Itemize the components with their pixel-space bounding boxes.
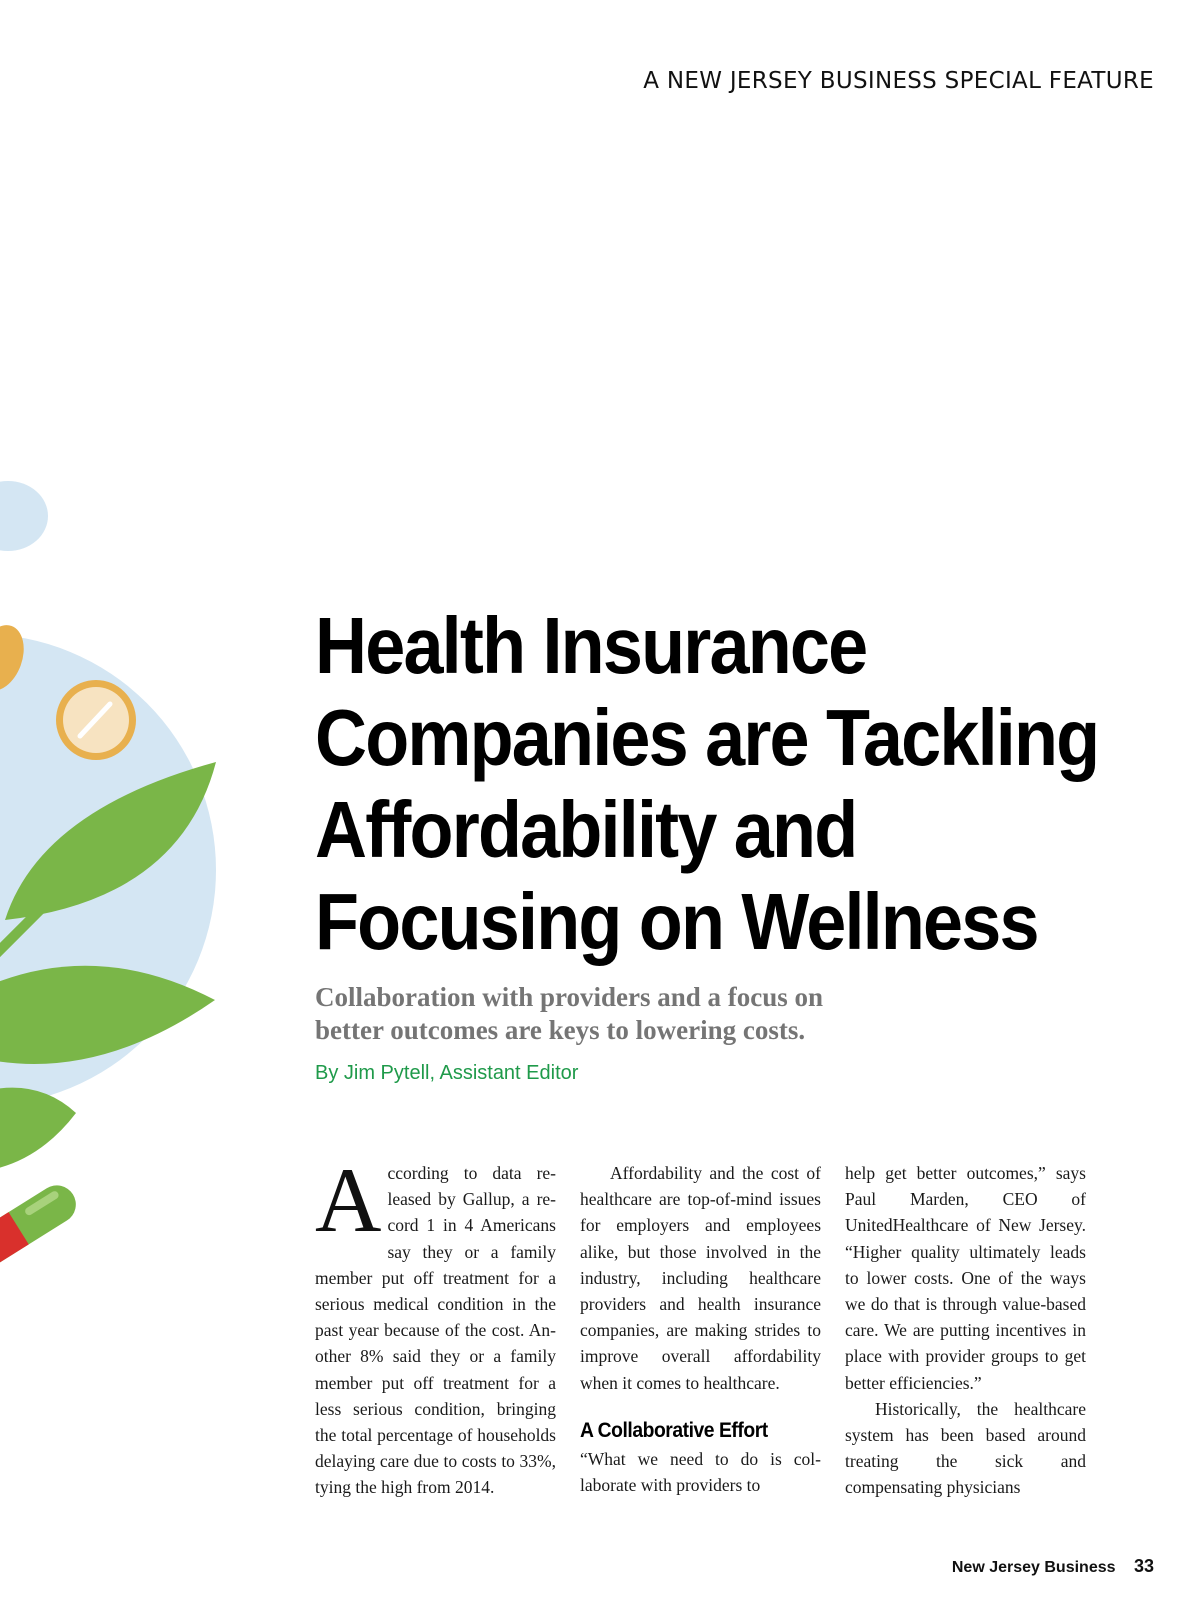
publication-name: New Jersey Business [951, 1559, 1116, 1576]
health-illustration [0, 480, 240, 1320]
page-footer [952, 1556, 1154, 1577]
small-blob [0, 481, 48, 551]
feature-label: A NEW JERSEY BUSINESS SPECIAL FEATURE [643, 68, 1154, 94]
body-column-2 [580, 1160, 821, 1498]
dek-line: better outcomes are keys to lowering costs. [315, 1015, 806, 1045]
article-headline [315, 600, 1099, 968]
article-dek [315, 981, 955, 1047]
byline: By Jim Pytell, Assistant Editor [315, 1062, 579, 1084]
body-paragraph: “What we need to do is collaborate with providers to [580, 1448, 821, 1496]
headline-line: Affordability and [315, 785, 857, 874]
section-subhead: A Collaborative Effort [580, 1418, 768, 1442]
headline-line: Health Insurance [315, 601, 867, 690]
body-paragraph: Affordability and the cost of healthcare are top-of-mind issues for employers and employees alike, but those involved in the industry, including healthcare providers and health insurance companies, are making strides to improve overall affordability when it comes to healthcare. [580, 1163, 821, 1393]
body-paragraph: help get better outcomes,” says Paul Marden, CEO of UnitedHealthcare of New Jersey. “Higher quality ultimately leads to lower costs. One of the ways we do that is through value-based care. We are putting incentives in place with provider groups to get better efficiencies.” [845, 1163, 1086, 1393]
body-column-3 [845, 1160, 1086, 1501]
body-paragraph: Historically, the healthcare system has been based around treating the sick and compensating physicians [845, 1398, 1086, 1498]
page-number: 33 [1133, 1556, 1154, 1576]
body-column-1 [315, 1149, 556, 1501]
capsule-icon [0, 1178, 83, 1274]
dek-line: Collaboration with providers and a focus on [315, 982, 824, 1012]
drop-cap: A [315, 1149, 382, 1251]
headline-line: Focusing on Wellness [315, 877, 1038, 966]
headline-line: Companies are Tackling [315, 693, 1099, 782]
body-paragraph [315, 1149, 556, 1501]
paragraph-text: ccording to data released by Gallup, a record 1 in 4 Americans say they or a family member put off treatment for a serious medical condition in the past year because of the cost. Another 8% said they or a family member put off treatment for a less serious condition, bringing the total percentage of households delaying care due to costs to 33%, tying the high from 2014. [315, 1163, 556, 1498]
leaf-bottom-icon [0, 1088, 76, 1170]
